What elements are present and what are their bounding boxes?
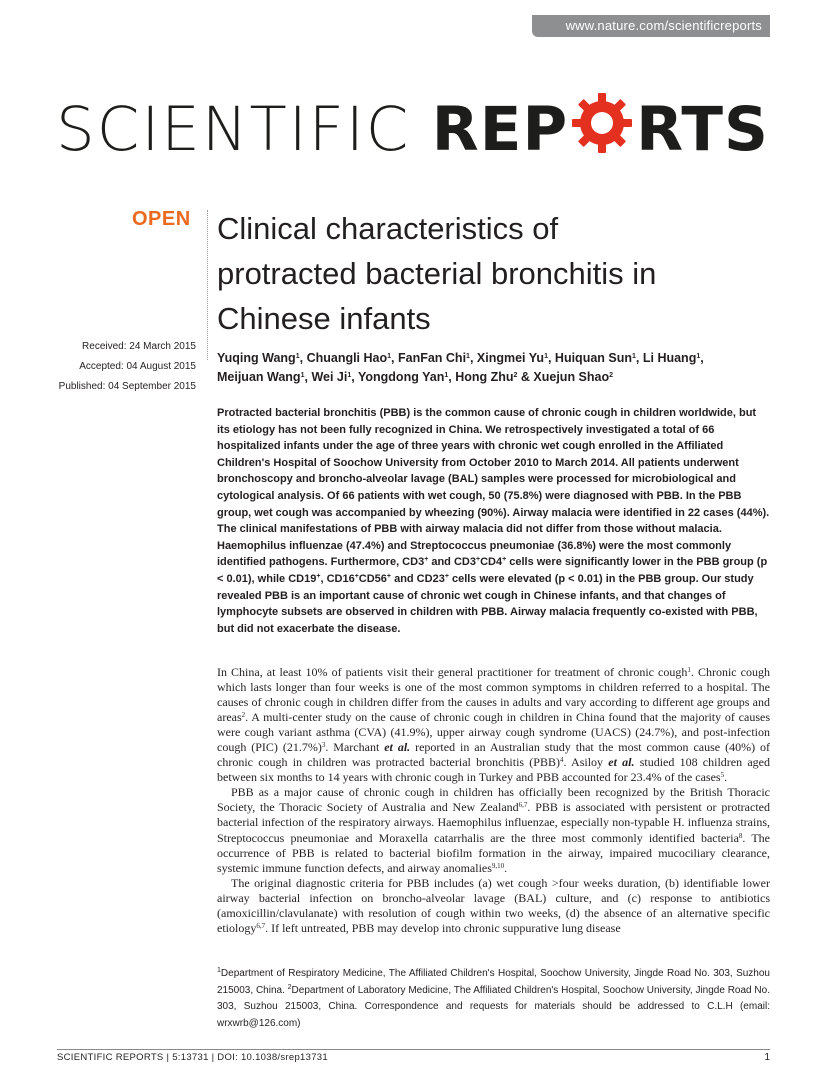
citation-ref[interactable]: 2 bbox=[241, 711, 246, 720]
author-affiliation: 2 bbox=[513, 372, 518, 379]
abstract-text: , CD16 bbox=[320, 572, 355, 585]
received-date: Received: 24 March 2015 bbox=[82, 341, 196, 352]
citation-ref[interactable]: 6,7 bbox=[256, 921, 266, 930]
author-name[interactable]: Xingmei Yu bbox=[476, 351, 545, 365]
footnote-text: Department of Laboratory Medicine, The Affiliated Children's Hospital, Soochow University, Jingde Road No. 303, Suzhou 215003, China. Correspondence and requests for materials should be addressed to C.L.H (email: wrxwrb@126.com) bbox=[217, 984, 770, 1029]
author-separator: & bbox=[517, 370, 534, 384]
citation-ref[interactable]: 5 bbox=[720, 771, 725, 780]
superscript: + bbox=[444, 572, 449, 580]
abstract-text: CD4 bbox=[480, 556, 503, 569]
author-separator: , bbox=[469, 351, 477, 365]
body-text: . Asiloy bbox=[563, 755, 609, 770]
journal-masthead bbox=[56, 90, 776, 180]
title-line-2: protracted bacterial bronchitis in bbox=[217, 256, 657, 291]
body-text: reported in an Australian study that the most common cause (40%) of chronic cough in children was protracted bacterial bronchitis (PBB) bbox=[217, 740, 770, 770]
article-title bbox=[217, 206, 777, 341]
footer-citation: SCIENTIFIC REPORTS | 5:13731 | DOI: 10.1038/srep13731 bbox=[57, 1052, 328, 1063]
superscript: + bbox=[475, 556, 481, 564]
body-text: studied 108 children aged between six months to 14 years with chronic cough in Turkey and PBB accounted for 23.4% of the cases bbox=[217, 755, 770, 785]
author-name[interactable]: Xuejun Shao bbox=[533, 370, 610, 384]
abstract-text: and CD3 bbox=[428, 556, 476, 569]
author-name[interactable]: Wei Ji bbox=[311, 370, 348, 384]
author-separator: , bbox=[391, 351, 398, 365]
author-separator: , bbox=[351, 370, 358, 384]
author-name[interactable]: Li Huang bbox=[642, 351, 697, 365]
title-divider bbox=[207, 210, 208, 360]
abstract-text: Protracted bacterial bronchitis (PBB) is the common cause of chronic cough in children worldwide, but its etiology has not been fully recognized in China. We retrospectively investigated a total of 66 hospitalized infants under the age of three years with chronic wet cough enrolled in the Affiliated Children's Hospital of Soochow University from October 2010 to March 2014. All patients underwent bronchoscopy and broncho-alveolar lavage (BAL) samples were processed for microbiological and cytological analysis. Of 66 patients with wet cough, 50 (75.8%) were diagnosed with PBB. In the PBB group, wet cough was accompanied by wheezing (90%). Airway malacia were identified in 22 cases (44%). The clinical manifestations of PBB with airway malacia did not differ from those without malacia. Haemophilus influenzae (47.4%) and Streptococcus pneumoniae (36.8%) were the most commonly identified pathogens. Furthermore, CD3 bbox=[217, 407, 770, 569]
article-dates bbox=[30, 337, 196, 397]
author-name[interactable]: FanFan Chi bbox=[397, 351, 467, 365]
abstract-text: cells were elevated (p < 0.01) in the PBB group. Our study revealed PBB is an important cause of chronic wet cough in Chinese infants, and that changes of lymphocyte subsets are observed in children with PBB. Airway malacia frequently co-existed with PBB, but did not exacerbate the disease. bbox=[217, 572, 758, 635]
et-al: et al. bbox=[384, 740, 411, 755]
author-name[interactable]: Yongdong Yan bbox=[357, 370, 445, 384]
author-list bbox=[217, 349, 777, 387]
author-affiliation: 1 bbox=[444, 372, 449, 379]
abstract-text: and CD23 bbox=[391, 572, 445, 585]
body-text: . If left untreated, PBB may develop into chronic suppurative lung disease bbox=[265, 920, 621, 935]
masthead-text-bold-2: RTS bbox=[636, 94, 769, 165]
affiliation-footnote bbox=[217, 966, 770, 1032]
masthead-text-light: SCIENTIFIC bbox=[56, 94, 432, 165]
abstract-text: cells were significantly lower in the PBB group (p < 0.01), while CD19 bbox=[217, 556, 768, 585]
author-name[interactable]: Huiquan Sun bbox=[554, 351, 632, 365]
body-text: . PBB is associated with persistent or protracted bacterial infection of the respiratory airways. Haemophilus influenzae, especially non-typable H. influenza strains, Streptococcus pneumoniae and Moraxella catarrhalis are the three most commonly identified bacteria bbox=[217, 800, 770, 845]
body-paragraph-2 bbox=[217, 785, 770, 875]
citation-ref[interactable]: 4 bbox=[559, 756, 564, 765]
author-affiliation: 1 bbox=[347, 372, 352, 379]
body-text: . Chronic cough which lasts longer than four weeks is one of the most common symptoms in children referred to a hospital. The causes of chronic cough in children differ from the causes in adults and vary according to different age groups and areas bbox=[217, 665, 770, 725]
citation-ref[interactable]: 3 bbox=[321, 741, 326, 750]
body-text: . bbox=[724, 770, 728, 785]
title-line-3: Chinese infants bbox=[217, 301, 431, 336]
gear-o-icon bbox=[569, 90, 635, 156]
body-text: . The occurrence of PBB is related to bacterial biofilm formation in the airway, impaired mucociliary clearance, systemic immune function defects, and airway anomalies bbox=[217, 830, 770, 875]
footer-divider bbox=[57, 1049, 770, 1050]
superscript: + bbox=[424, 556, 429, 564]
et-al: et al. bbox=[608, 755, 635, 770]
author-affiliation: 1 bbox=[387, 353, 392, 360]
author-separator: , bbox=[448, 370, 456, 384]
author-name[interactable]: Hong Zhu bbox=[455, 370, 514, 384]
author-name[interactable]: Meijuan Wang bbox=[217, 370, 301, 384]
open-access-label: OPEN bbox=[132, 208, 191, 230]
author-affiliation: 1 bbox=[295, 353, 300, 360]
body-paragraph-3 bbox=[217, 876, 770, 936]
author-separator: , bbox=[547, 351, 555, 365]
abstract bbox=[217, 405, 770, 637]
masthead-text-bold-1: REP bbox=[431, 94, 569, 165]
title-line-1: Clinical characteristics of bbox=[217, 211, 559, 246]
footnote-marker: 1 bbox=[217, 967, 221, 974]
body-text: The original diagnostic criteria for PBB includes (a) wet cough >four weeks duration, (b) identifiable lower airway bacterial infection on broncho-alveolar lavage (BAL) culture, and (c) response to antibiotics (amoxicillin/clavulanate) with resolution of cough within two weeks, (d) the absence of an alternative specific etiology bbox=[217, 875, 770, 935]
article-body bbox=[217, 665, 770, 936]
author-separator: , bbox=[635, 351, 643, 365]
body-text: In China, at least 10% of patients visit their general practitioner for treatment of chronic cough bbox=[217, 665, 688, 679]
author-affiliation: 1 bbox=[696, 353, 701, 360]
superscript: + bbox=[316, 572, 321, 580]
published-date: Published: 04 September 2015 bbox=[58, 381, 196, 392]
footnote-text: Department of Respiratory Medicine, The Affiliated Children's Hospital, Soochow University, Jingde Road No. 303, Suzhou 215003, China. bbox=[217, 968, 770, 996]
footnote-marker: 2 bbox=[287, 983, 292, 991]
author-name[interactable]: Yuqing Wang bbox=[217, 351, 296, 365]
author-affiliation: 1 bbox=[544, 353, 548, 360]
author-affiliation: 1 bbox=[632, 353, 636, 360]
author-affiliation: 2 bbox=[609, 372, 614, 379]
superscript: + bbox=[386, 572, 392, 580]
body-text: . A multi-center study on the cause of chronic cough in children in China found that the majority of causes were cough variant asthma (CVA) (41.9%), upper airway cough syndrome (UACS) (24.7%), and post-infection cough (PIC) (21.7%) bbox=[217, 710, 770, 755]
journal-url-tab[interactable]: www.nature.com/scientificreports bbox=[532, 15, 770, 37]
superscript: + bbox=[354, 572, 359, 580]
author-separator: , bbox=[304, 370, 312, 384]
abstract-text: CD56 bbox=[358, 572, 387, 585]
citation-ref[interactable]: 6,7 bbox=[518, 801, 528, 810]
author-affiliation: 1 bbox=[466, 353, 470, 360]
author-separator: , bbox=[700, 351, 704, 365]
citation-ref[interactable]: 9,10 bbox=[491, 861, 505, 870]
author-name[interactable]: Chuangli Hao bbox=[306, 351, 388, 365]
body-text: . bbox=[504, 860, 508, 875]
body-paragraph-1 bbox=[217, 665, 770, 785]
author-affiliation: 1 bbox=[300, 372, 305, 379]
author-separator: , bbox=[299, 351, 307, 365]
body-text: . Marchant bbox=[325, 740, 385, 755]
body-text: PBB as a major cause of chronic cough in children has officially been recognized by the British Thoracic Society, the Thoracic Society of Australia and New Zealand bbox=[217, 785, 770, 815]
accepted-date: Accepted: 04 August 2015 bbox=[79, 361, 196, 372]
citation-ref[interactable]: 8 bbox=[738, 831, 743, 840]
citation-ref[interactable]: 1 bbox=[687, 666, 691, 674]
page-number: 1 bbox=[764, 1052, 770, 1063]
superscript: + bbox=[502, 556, 507, 564]
